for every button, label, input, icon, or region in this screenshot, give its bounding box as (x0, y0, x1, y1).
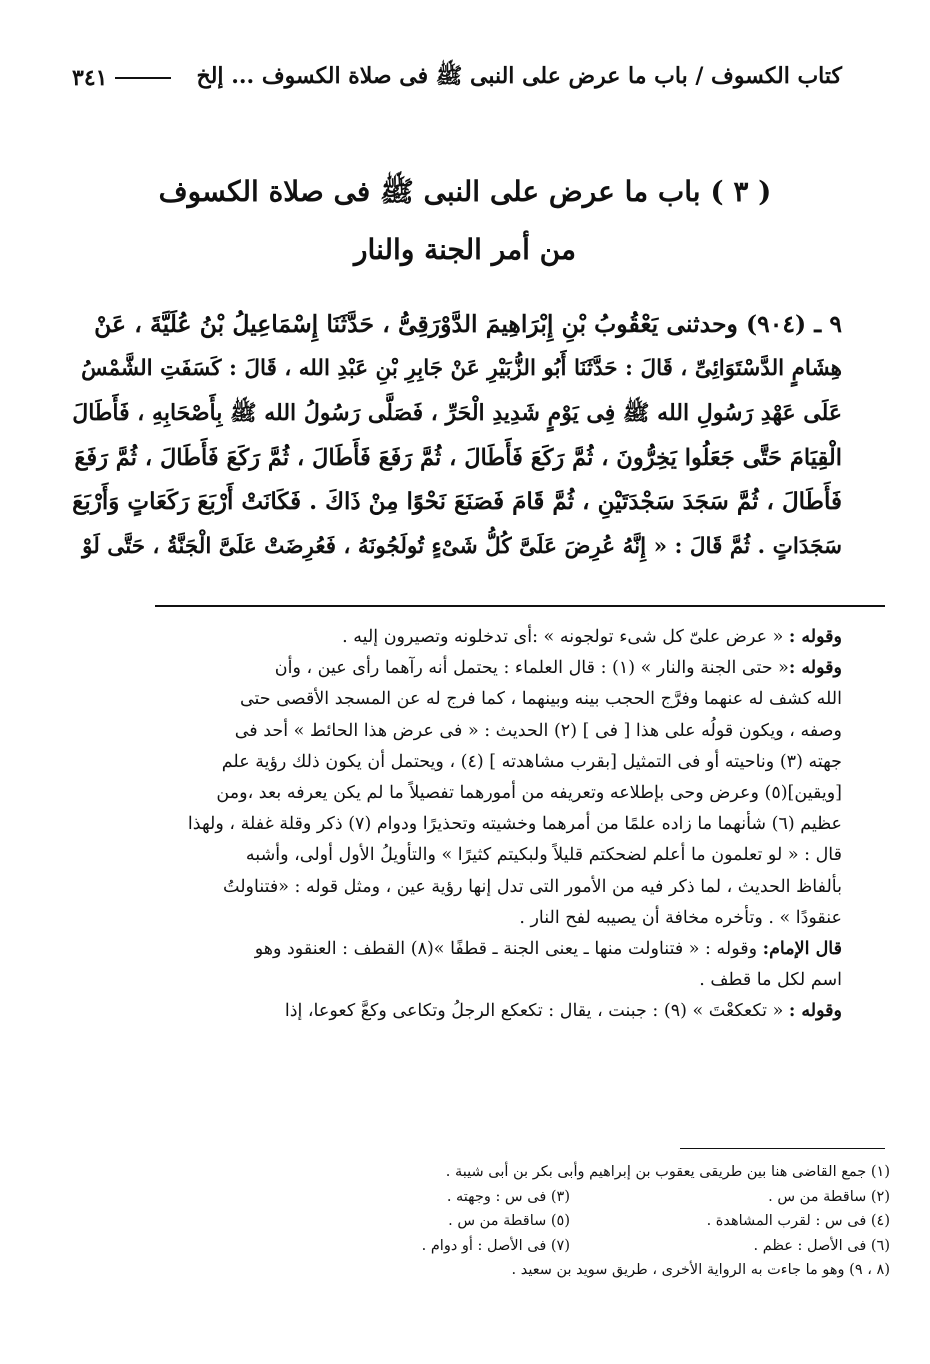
footnote-1: (١) جمع القاضى هنا بين طريقى يعقوب بن إبراهيم وأبى بكر بن أبى شيبة . (445, 1164, 890, 1180)
running-header-title: كتاب الكسوف / باب ما عرض على النبى ﷺ فى صلاة الكسوف ... إلخ (196, 63, 842, 89)
chapter-title: ( ٣ ) باب ما عرض على النبى ﷺ فى صلاة الكسوف (158, 175, 772, 208)
header-dash-rule (115, 77, 171, 79)
commentary-lead: وقوله : (788, 1001, 842, 1022)
footnote-5: (٥) ساقطة من س . (448, 1213, 570, 1230)
commentary-line: عظيم (٦) شأنهما ما زاده علمًا من أمرهما وخشيته وتحذيرًا ودوام (٧) ذكر وقلة غفلة ، ولهذا (187, 814, 842, 835)
commentary-line (72, 996, 842, 1027)
commentary-line: قال : « لو تعلمون ما أعلم لضحكتم قليلاً ولبكيتم كثيرًا » والتأويلُ الأول أولى، وأشبه (245, 845, 842, 866)
commentary-lead: وقوله : (788, 658, 842, 679)
commentary-line: عنقودًا » . وتأخره مخافة أن يصيبه لفح النار . (519, 907, 842, 928)
footnote-2: (٢) ساقطة من س . (768, 1188, 890, 1205)
footnotes (50, 1160, 890, 1283)
commentary-line: جهته (٣) وناحيته أو فى التمثيل [بقرب مشاهدته ] (٤) ، ويحتمل أن يكون ذلك رؤية علم (221, 751, 842, 772)
commentary-line: اسم لكل ما قطف . (699, 970, 842, 991)
running-header (72, 58, 842, 98)
hadith-line: سَجَدَاتٍ . ثُمَّ قَالَ : « إِنَّهُ عُرِضَ عَلَىَّ كُلُّ شَىْءٍ تُولَجُونَهُ ، فَعُرِضَتْ عَلَىَّ الْجَنَّةُ ، حَتَّى لَوْ (82, 533, 842, 559)
chapter-heading (100, 168, 830, 274)
commentary-line: [ويقين](٥) وعرض وحى بإطلاعه وتعريفه من أمورهما تفصيلاً ما لم يكن يعرفه بعد ،ومن (216, 783, 842, 804)
footnote-row (50, 1185, 890, 1210)
chapter-subtitle: من أمر الجنة والنار (354, 233, 576, 266)
footnote-3: (٣) فى س : وجهته . (446, 1188, 570, 1205)
footnote-8-9: (٨ ، ٩) وهو ما جاءت به الرواية الأخرى ، طريق سويد بن سعيد . (511, 1262, 890, 1279)
commentary-line: وصفه ، ويكون قولُه على هذا [ فى ] (٢) الحديث : « فى عرض هذا الحائط » أحد فى (234, 720, 842, 741)
commentary-line (72, 653, 842, 684)
footnote-row (50, 1160, 890, 1185)
hadith-line: ٩ ـ (٩٠٤) وحدثنى يَعْقُوبُ بْنِ إِبْرَاهِيمَ الدَّوْرَقِىُّ ، حَدَّثَنَا إِسْمَاعِيلُ بْنُ عُلَيَّةَ ، عَنْ (94, 310, 842, 338)
footnote-7: (٧) فى الأصل : أو دوام . (421, 1237, 570, 1254)
hadith-line: عَلَى عَهْدِ رَسُولِ الله ﷺ فِى يَوْمٍ شَدِيدِ الْحَرِّ ، فَصَلَّى رَسُولُ الله ﷺ بِأَصْحَابِهِ ، فَأَطَالَ (72, 400, 842, 427)
commentary-body: « حتى الجنة والنار » (١) : قال العلماء : يحتمل أنه رآهما رأى عين ، وأن (274, 658, 789, 679)
hadith-line: فَأَطَالَ ، ثُمَّ سَجَدَ سَجْدَتَيْنِ ، ثُمَّ قَامَ فَصَنَعَ نَحْوًا مِنْ ذَاكَ . فَكَانَتْ أَرْبَعَ رَكَعَاتٍ وَأَرْبَعَ (72, 488, 842, 516)
commentary-body: وقوله : « فتناولت منها ـ يعنى الجنة ـ قطفًا »(٨) القطف : العنقود وهو (254, 939, 763, 960)
main-text-divider (155, 605, 885, 607)
hadith-text (72, 302, 842, 570)
commentary-body: « تكعكعْتَ » (٩) : جبنت ، يقال : تكعكع الرجلُ وتكاعى وكعَّ كعوعا، إذا (284, 1001, 789, 1022)
commentary-line: الله كشف له عنهما وفرَّج الحجب بينه وبينهما ، كما فرج له عن المسجد الأقصى حتى (239, 689, 842, 710)
commentary-line (72, 934, 842, 965)
commentary-line (72, 622, 842, 653)
footnote-4: (٤) فى س : لقرب المشاهدة . (706, 1213, 890, 1230)
hadith-line: هِشَامٍ الدَّسْتَوَائِىِّ ، قَالَ : حَدَّثَنَا أَبُو الزُّبَيْرِ عَنْ جَابِرِ بْنِ عَبْدِ الله ، قَالَ : كَسَفَتِ الشَّمْسُ (81, 355, 842, 381)
footnote-6: (٦) فى الأصل : عظم . (753, 1237, 890, 1254)
footnote-row (50, 1209, 890, 1234)
commentary-line: بألفاظ الحديث ، لما ذكر فيه من الأمور التى تدل إنها رؤية عين ، ومثل قوله : «فتناولتُ (223, 876, 842, 897)
commentary-body: « عرض علىّ كل شىء تولجونه » :أى تدخلونه وتصيرون إليه . (342, 627, 789, 647)
commentary-lead: قال الإمام: (762, 939, 842, 960)
commentary-text (72, 622, 842, 1028)
footnote-divider (680, 1148, 885, 1149)
footnote-row (50, 1234, 890, 1259)
hadith-line: الْقِيَامَ حَتَّى جَعَلُوا يَخِرُّونَ ، ثُمَّ رَكَعَ فَأَطَالَ ، ثُمَّ رَفَعَ فَأَطَالَ ، ثُمَّ رَكَعَ فَأَطَالَ ، ثُمَّ رَفَعَ (74, 444, 842, 471)
commentary-lead: وقوله : (788, 627, 842, 647)
footnote-row (50, 1258, 890, 1283)
page-number: ٣٤١ (72, 65, 108, 91)
page-number-block (72, 65, 171, 91)
